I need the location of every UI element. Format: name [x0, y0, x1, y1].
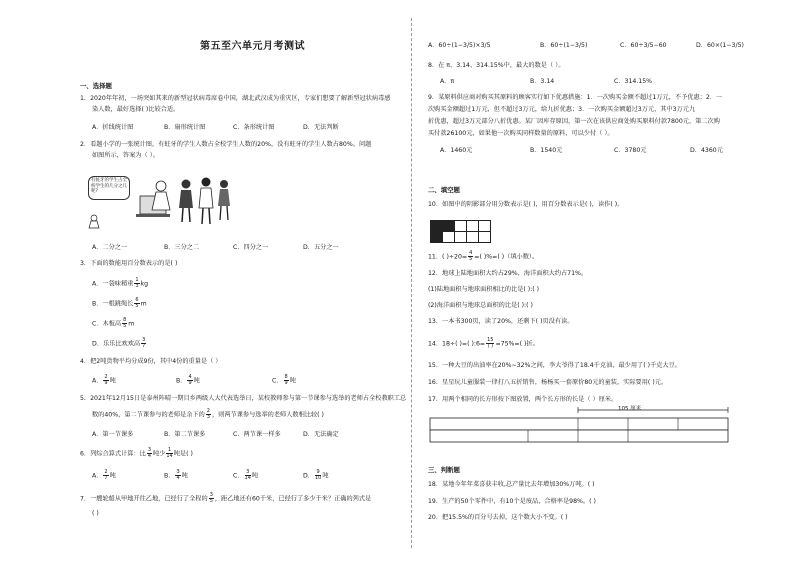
q2-option-d: D．五分之一	[303, 244, 339, 251]
question-5-line-1: 5．2021年12月15日是泰州阵晴一期目乡两级人大代表选举日，某校教师参与第一节课参与选举的老师占全校教职工总	[80, 395, 407, 402]
question-18: 18．某地今年年菜喜获丰收,总产量比去年增加30%万吨。( )	[428, 481, 595, 488]
q6-option-b: B． $\frac{3}{4}$ 吨	[164, 469, 188, 481]
q8-option-c: C．314.15%	[614, 78, 653, 85]
question-2-line-2: 如图所示，答案为（ ）。	[92, 152, 159, 159]
q5-option-b: B．第二节课多	[164, 431, 206, 438]
question-19: 19．生产的50个零件中，有10个是废品，合格率是98%。( )	[428, 498, 596, 505]
question-12-part-2: (2)海洋面积与地球总面积的比是( ):( )	[428, 302, 533, 309]
question-16: 16．星星玩儿童服装一律打八五折销售，杨杨买一套原价80元的童装，实际要用( )元。	[428, 379, 668, 386]
question-9-line-1: 9．某原料供应商对购买其原料的顾客实行如下优惠措施：1．一次购买金额不超过1万元，不予优惠；2．一	[428, 94, 723, 101]
q1-option-d: D．无法判断	[303, 124, 339, 131]
question-7-line-1: 7．一艘轮船从甲地开往乙地，已经行了全程的 $\frac{3}{5}$ ，距乙地还有60千米，已经行了多少千米？正确的列式是	[80, 492, 372, 504]
page-title: 第五至六单元月考测试	[200, 41, 305, 52]
q3-option-c: C．木板高 $\frac{8}{5}$ m	[92, 317, 135, 329]
q9-option-c: C．3780元	[614, 147, 647, 154]
question-1-line-2: 染人数，最好选择( )比较合适。	[92, 106, 180, 113]
q1-option-b: B．扇形统计图	[164, 124, 206, 131]
question-11: 11．( )÷20= $\frac{4}{5}$ =( )%=( )（填小数）。	[428, 250, 539, 262]
classroom-illustration	[86, 170, 246, 230]
grid-cell	[478, 231, 491, 243]
q17-length-label: 105 厘米	[618, 406, 642, 412]
q9-option-d: D．4360元	[690, 147, 723, 154]
q7-option-b: B．60÷(1−3/5)	[540, 42, 588, 49]
speech-bubble: 有蛀牙的学生占全校学生的几分之几呢?	[88, 176, 130, 200]
question-1-line-1: 1．2020年年初，一场突如其来的新型冠状病毒席卷中国，湖北武汉成为重灾区，专家们想要了解新型冠状病毒感	[80, 95, 391, 102]
q1-option-a: A．折线统计图	[92, 124, 134, 131]
section-fill-heading: 二、填空题	[428, 186, 460, 194]
question-14: 14．18÷( )=( ):6= $\frac{15}{( )}$ =75%=( )折。	[428, 337, 539, 349]
q9-option-a: A．1460元	[440, 147, 473, 154]
q5-option-c: C．两节课一样多	[233, 431, 281, 438]
question-20: 20．把15.5%的百分号去掉，这个数大小不变。( )	[428, 514, 568, 521]
q17-rectangles-figure	[428, 406, 748, 452]
q3-option-d: D．乐乐比欢欢高 $\frac{3}{7}$	[92, 337, 146, 349]
q4-option-c: C． $\frac{8}{9}$ 吨	[272, 374, 296, 386]
q2-option-b: B．三分之二	[164, 244, 200, 251]
q6-option-c: C． $\frac{3}{14}$ 吨	[233, 469, 259, 481]
q7-option-c: C．60÷3/5−60	[620, 42, 667, 49]
question-2-line-1: 2．看题小学的一张统计图，有蛀牙的学生人数占全校学生人数的20%，没有蛀牙的学生人数占80%。问题	[80, 141, 372, 148]
q4-option-a: A． $\frac{2}{9}$ 吨	[92, 374, 116, 386]
question-3: 3．下面的数能用百分数表示的是( )	[80, 260, 178, 267]
q3-option-b: B．一根跳绳长 $\frac{6}{5}$ m	[92, 297, 147, 309]
q8-option-b: B．3.14	[530, 78, 555, 85]
question-6: 6．列综合算式计算：比 $\frac{3}{4}$ 吨少 $\frac{1}{14}$ 吨是( )	[80, 447, 193, 459]
q6-option-a: A． $\frac{2}{7}$ 吨	[92, 469, 116, 481]
question-8: 8．在 π、3.14、314.15%中，最大的数是（ ）。	[428, 62, 565, 69]
question-9-line-4: 买付款26100元，如果他一次购买同样数量的原料，可以少付（ ）。	[428, 130, 614, 137]
question-12-part-1: (1)陆地面积与地球面积相比的比是( ):( )	[428, 286, 540, 293]
section-choice-heading: 一、选择题	[80, 82, 112, 90]
question-5-line-2: 数的40%，第二节课参与的老师是余下的 $\frac{2}{3}$ ，则两节课参与选举的老师人数相比较( )	[92, 408, 324, 420]
question-9-line-3: 折优惠，超过3万元部分八折优惠。某厂因库存原因，第一次在该供应商处购买原料付款7800元，第二次购	[428, 118, 720, 125]
q5-option-d: D．无法确定	[303, 431, 339, 438]
q6-option-d: D． $\frac{9}{10}$ 吨	[303, 469, 329, 481]
question-7-line-2: ( )	[92, 510, 99, 517]
q9-option-b: B．1540元	[530, 147, 563, 154]
question-4: 4．把2吨货物平均分成9份，其中4份的重量是（ ）	[80, 358, 222, 365]
q7-option-d: D．60×(1−3/5)	[696, 42, 744, 49]
question-9-line-2: 次购买金额超过1万元，但不超过3万元，给九折优惠；3．一次购买金额超过3万元，其中3万元九	[428, 106, 696, 113]
section-judge-heading: 三、判断题	[428, 466, 460, 474]
q7-option-a: A．60÷(1−3/5)×3/5	[428, 42, 491, 49]
question-13: 13．一本书300页，读了20%，还剩下( )页没有读。	[428, 318, 574, 325]
q3-option-a: A．一袋味精重 $\frac{1}{3}$ kg	[92, 277, 149, 289]
question-17: 17．用两个相同的长方形按下图放置，两个长方形的长是（ ）厘米。	[428, 396, 618, 403]
q5-option-a: A．第一节课多	[92, 431, 134, 438]
q2-option-a: A．二分之一	[92, 244, 128, 251]
q2-option-c: C．四分之一	[233, 244, 269, 251]
question-10: 10．如图中的阴影部分用分数表示是( )，用百分数表示是( )，读作( )。	[428, 201, 624, 208]
q4-option-b: B． $\frac{4}{9}$ 吨	[176, 374, 200, 386]
q8-option-a: A．π	[440, 78, 455, 85]
q1-option-c: C．条形统计图	[233, 124, 275, 131]
question-12: 12．地球上陆地面积大约占29%，海洋面积大约占71%。	[428, 270, 588, 277]
column-divider	[411, 18, 412, 548]
question-15: 15．一种大豆的出油率在20%∼32%之间，李大爷得了18.4千克油，最少用了( )千克大豆。	[428, 362, 681, 369]
